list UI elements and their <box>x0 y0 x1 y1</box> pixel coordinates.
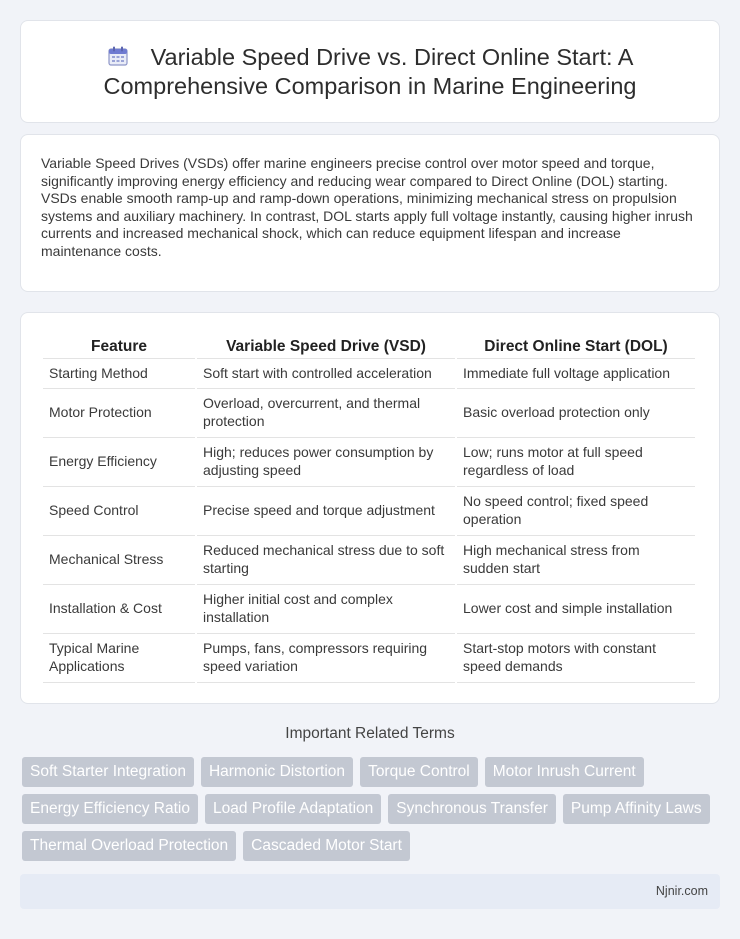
table-cell: Energy Efficiency <box>43 438 195 487</box>
related-term-tag[interactable]: Soft Starter Integration <box>22 757 194 787</box>
table-cell: Motor Protection <box>43 389 195 438</box>
table-row <box>43 389 695 438</box>
related-term-tag[interactable]: Motor Inrush Current <box>485 757 644 787</box>
table-cell: Installation & Cost <box>43 585 195 634</box>
table-row <box>43 585 695 634</box>
page-title <box>21 43 719 101</box>
related-term-tag[interactable]: Pump Affinity Laws <box>563 794 710 824</box>
table-cell: High mechanical stress from sudden start <box>457 536 695 585</box>
table-row <box>43 536 695 585</box>
related-term-tag[interactable]: Synchronous Transfer <box>388 794 556 824</box>
title-card <box>20 20 720 123</box>
table-cell: No speed control; fixed speed operation <box>457 487 695 536</box>
header-vsd: Variable Speed Drive (VSD) <box>197 333 455 359</box>
related-term-tag[interactable]: Thermal Overload Protection <box>22 831 236 861</box>
table-cell: Mechanical Stress <box>43 536 195 585</box>
table-cell: Immediate full voltage application <box>457 359 695 389</box>
table-header-row <box>43 333 695 359</box>
table-cell: Speed Control <box>43 487 195 536</box>
table-cell: Start-stop motors with constant speed demands <box>457 634 695 683</box>
footer <box>20 874 720 909</box>
table-cell: Soft start with controlled acceleration <box>197 359 455 389</box>
related-terms-list <box>22 757 722 861</box>
intro-paragraph: Variable Speed Drives (VSDs) offer marine engineers precise control over motor speed and torque, significantly improving energy efficiency and reducing wear compared to Direct Online (DOL) starting. VSDs enable smooth ramp-up and ramp-down operations, minimizing mechanical stress on propulsion systems and auxiliary machinery. In contrast, DOL starts apply full voltage instantly, causing higher inrush currents and increased mechanical shock, which can reduce equipment lifespan and increase maintenance costs. <box>41 155 693 259</box>
table-cell: Precise speed and torque adjustment <box>197 487 455 536</box>
header-dol: Direct Online Start (DOL) <box>457 333 695 359</box>
calendar-icon <box>107 45 129 67</box>
table-cell: Pumps, fans, compressors requiring speed variation <box>197 634 455 683</box>
table-row <box>43 359 695 389</box>
comparison-table <box>41 333 697 683</box>
table-cell: Low; runs motor at full speed regardless of load <box>457 438 695 487</box>
related-term-tag[interactable]: Energy Efficiency Ratio <box>22 794 198 824</box>
table-row <box>43 487 695 536</box>
intro-card <box>20 134 720 292</box>
related-term-tag[interactable]: Cascaded Motor Start <box>243 831 410 861</box>
related-term-tag[interactable]: Load Profile Adaptation <box>205 794 381 824</box>
related-terms-title: Important Related Terms <box>285 725 455 742</box>
page-title-text: Variable Speed Drive vs. Direct Online Start: A Comprehensive Comparison in Marine Engineering <box>103 43 637 99</box>
comparison-table-card <box>20 312 720 704</box>
footer-site[interactable]: Njnir.com <box>655 884 708 898</box>
table-cell: Overload, overcurrent, and thermal protection <box>197 389 455 438</box>
table-cell: Basic overload protection only <box>457 389 695 438</box>
table-row <box>43 634 695 683</box>
table-cell: Typical Marine Applications <box>43 634 195 683</box>
table-cell: Starting Method <box>43 359 195 389</box>
related-term-tag[interactable]: Harmonic Distortion <box>201 757 353 787</box>
table-row <box>43 438 695 487</box>
table-cell: High; reduces power consumption by adjusting speed <box>197 438 455 487</box>
table-cell: Reduced mechanical stress due to soft starting <box>197 536 455 585</box>
related-term-tag[interactable]: Torque Control <box>360 757 478 787</box>
table-cell: Lower cost and simple installation <box>457 585 695 634</box>
table-cell: Higher initial cost and complex installation <box>197 585 455 634</box>
header-feature: Feature <box>43 333 195 359</box>
